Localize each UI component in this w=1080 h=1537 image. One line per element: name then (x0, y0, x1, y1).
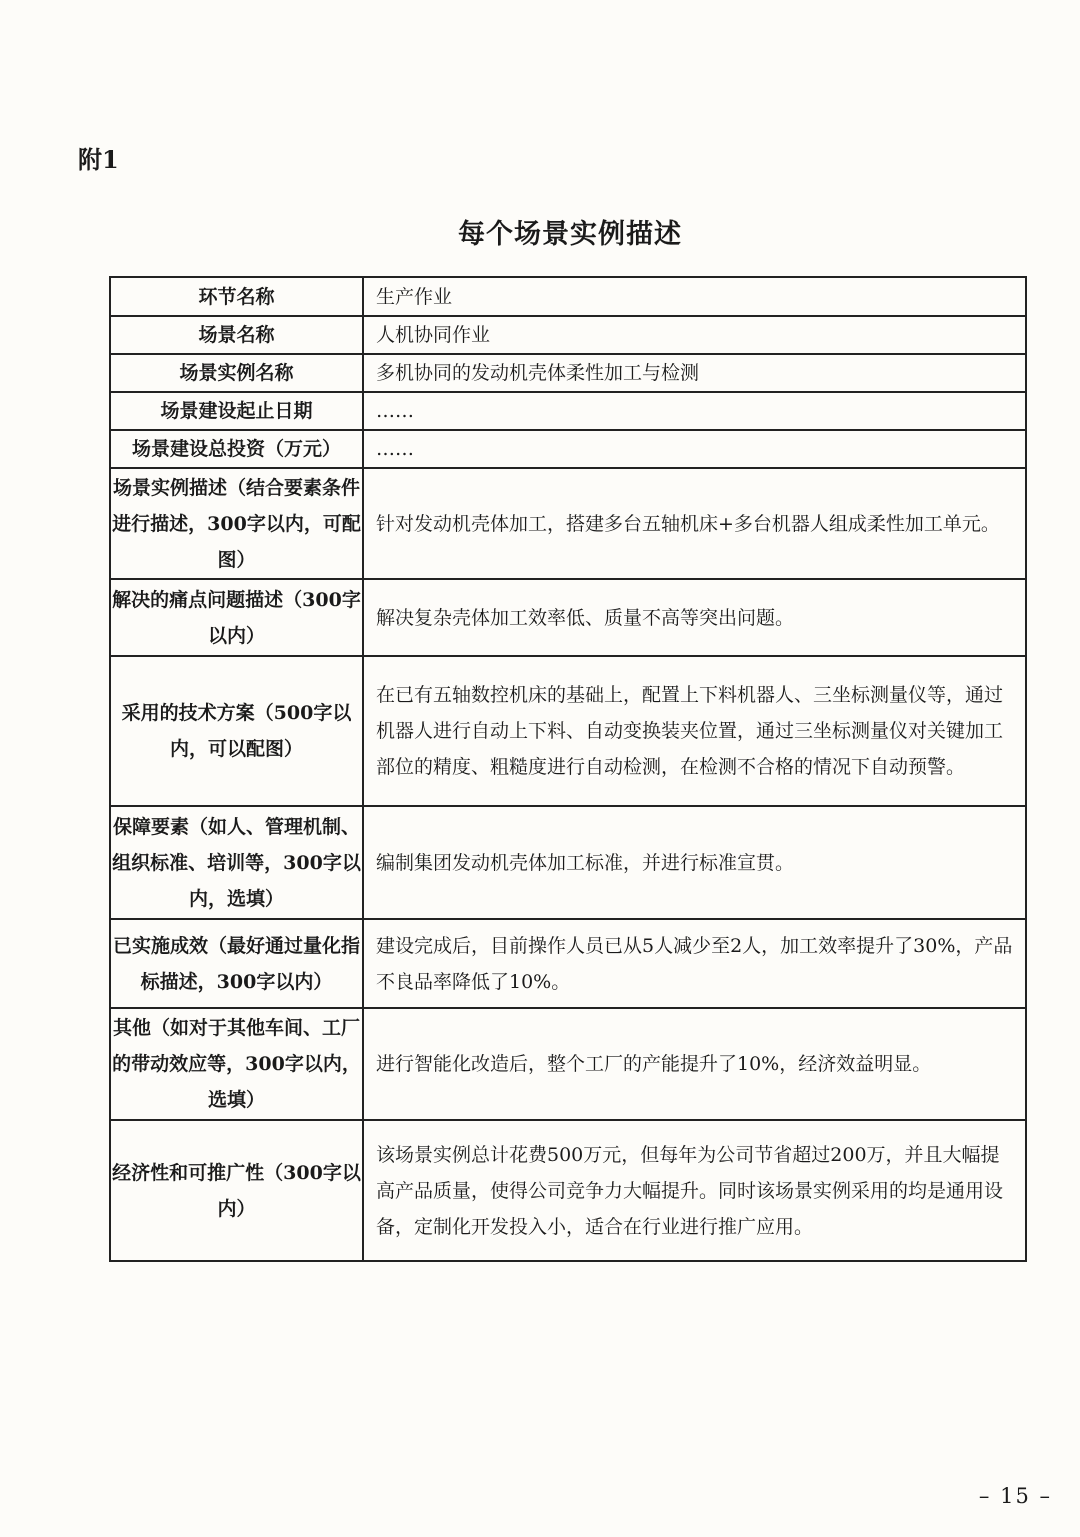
row-value: 生产作业 (363, 277, 1026, 316)
table-row (110, 430, 1026, 468)
table-row (110, 316, 1026, 354)
row-value: 解决复杂壳体加工效率低、质量不高等突出问题。 (363, 579, 1026, 656)
row-value: 该场景实例总计花费500万元，但每年为公司节省超过200万，并且大幅提高产品质量，使得公司竞争力大幅提升。同时该场景实例采用的均是通用设备，定制化开发投入小，适合在行业进行推广应用。 (363, 1120, 1026, 1261)
table-row (110, 468, 1026, 579)
row-value: 针对发动机壳体加工，搭建多台五轴机床+多台机器人组成柔性加工单元。 (363, 468, 1026, 579)
row-label: 保障要素（如人、管理机制、组织标准、培训等，300字以内，选填） (110, 806, 363, 919)
table-row (110, 806, 1026, 919)
row-value: …… (363, 430, 1026, 468)
attachment-label: 附1 (78, 145, 119, 174)
row-value: 在已有五轴数控机床的基础上，配置上下料机器人、三坐标测量仪等，通过机器人进行自动上下料、自动变换装夹位置，通过三坐标测量仪对关键加工部位的精度、粗糙度进行自动检测，在检测不合格的情况下自动预警。 (363, 656, 1026, 806)
row-label: 采用的技术方案（500字以内，可以配图） (110, 656, 363, 806)
table-row (110, 1120, 1026, 1261)
row-value: 建设完成后，目前操作人员已从5人减少至2人，加工效率提升了30%，产品不良品率降低了10%。 (363, 919, 1026, 1008)
row-label: 环节名称 (110, 277, 363, 316)
row-label: 场景建设起止日期 (110, 392, 363, 430)
row-label: 其他（如对于其他车间、工厂的带动效应等，300字以内，选填） (110, 1008, 363, 1120)
row-label: 场景实例描述（结合要素条件进行描述，300字以内，可配图） (110, 468, 363, 579)
row-value: …… (363, 392, 1026, 430)
row-value: 编制集团发动机壳体加工标准，并进行标准宣贯。 (363, 806, 1026, 919)
row-value: 多机协同的发动机壳体柔性加工与检测 (363, 354, 1026, 392)
table-row (110, 919, 1026, 1008)
table-row (110, 1008, 1026, 1120)
scene-description-table (109, 276, 1027, 1262)
row-value: 进行智能化改造后，整个工厂的产能提升了10%，经济效益明显。 (363, 1008, 1026, 1120)
row-label: 场景实例名称 (110, 354, 363, 392)
table-row (110, 656, 1026, 806)
table-row (110, 354, 1026, 392)
page-number: – 15 – (978, 1484, 1052, 1508)
row-label: 经济性和可推广性（300字以内） (110, 1120, 363, 1261)
row-value: 人机协同作业 (363, 316, 1026, 354)
row-label: 场景建设总投资（万元） (110, 430, 363, 468)
row-label: 场景名称 (110, 316, 363, 354)
table-row (110, 277, 1026, 316)
row-label: 已实施成效（最好通过量化指标描述，300字以内） (110, 919, 363, 1008)
document-title: 每个场景实例描述 (458, 219, 682, 250)
table-row (110, 579, 1026, 656)
row-label: 解决的痛点问题描述（300字以内） (110, 579, 363, 656)
table-row (110, 392, 1026, 430)
